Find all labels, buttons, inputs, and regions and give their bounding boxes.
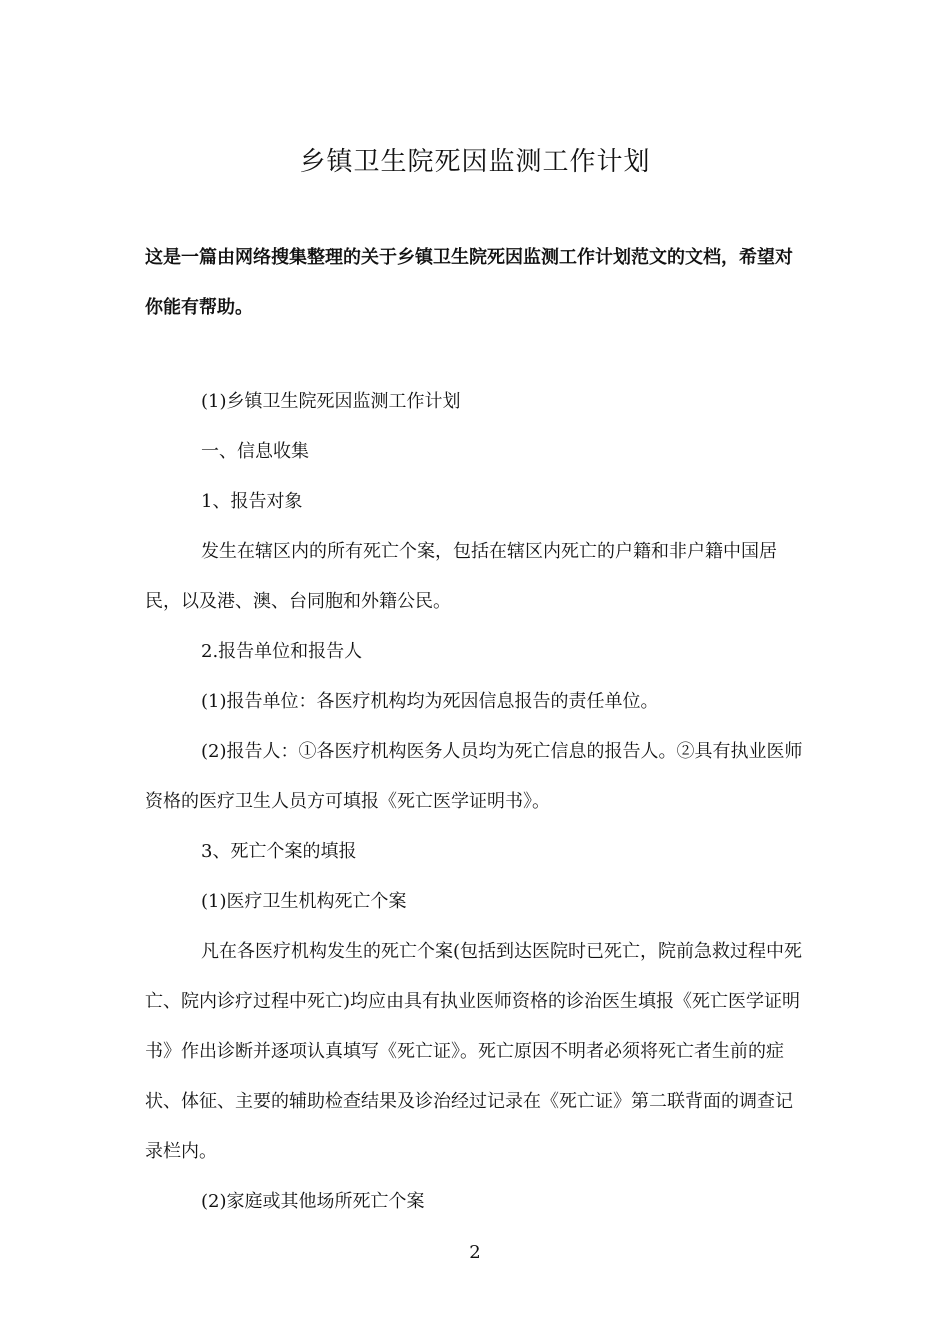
paragraph-reporter: (2)报告人：①各医疗机构医务人员均为死亡信息的报告人。②具有执业医师资格的医疗卫生人员方可填报《死亡医学证明书》。	[145, 741, 803, 812]
paragraph-medical-institution-detail: 凡在各医疗机构发生的死亡个案(包括到达医院时已死亡，院前急救过程中死亡、院内诊疗过程中死亡)均应由具有执业医师资格的诊治医生填报《死亡医学证明书》作出诊断并逐项认真填写《死亡证》。死亡原因不明者必须将死亡者生前的症状、体征、主要的辅助检查结果及诊治经过记录在《死亡证》第二联背面的调查记录栏内。	[145, 941, 803, 1162]
paragraph-report-unit-heading: 2.报告单位和报告人	[201, 641, 363, 662]
document-title: 乡镇卫生院死因监测工作计划	[299, 147, 651, 177]
paragraph-case-filling-heading: 3、死亡个案的填报	[201, 841, 357, 862]
body-text	[145, 377, 805, 1227]
paragraph-report-object-detail: 发生在辖区内的所有死亡个案，包括在辖区内死亡的户籍和非户籍中国居民，以及港、澳、台同胞和外籍公民。	[145, 541, 777, 612]
paragraph-section-heading: (1)乡镇卫生院死因监测工作计划	[201, 391, 461, 412]
paragraph-info-collection: 一、信息收集	[201, 441, 309, 462]
paragraph-medical-institution-case: (1)医疗卫生机构死亡个案	[201, 891, 407, 912]
paragraph-report-object: 1、报告对象	[201, 491, 303, 512]
intro-paragraph: 这是一篇由网络搜集整理的关于乡镇卫生院死因监测工作计划范文的文档，希望对你能有帮助。	[145, 247, 793, 318]
paragraph-report-unit: (1)报告单位：各医疗机构均为死因信息报告的责任单位。	[201, 691, 659, 712]
paragraph-home-case: (2)家庭或其他场所死亡个案	[201, 1191, 425, 1212]
page-number: 2	[469, 1242, 481, 1263]
